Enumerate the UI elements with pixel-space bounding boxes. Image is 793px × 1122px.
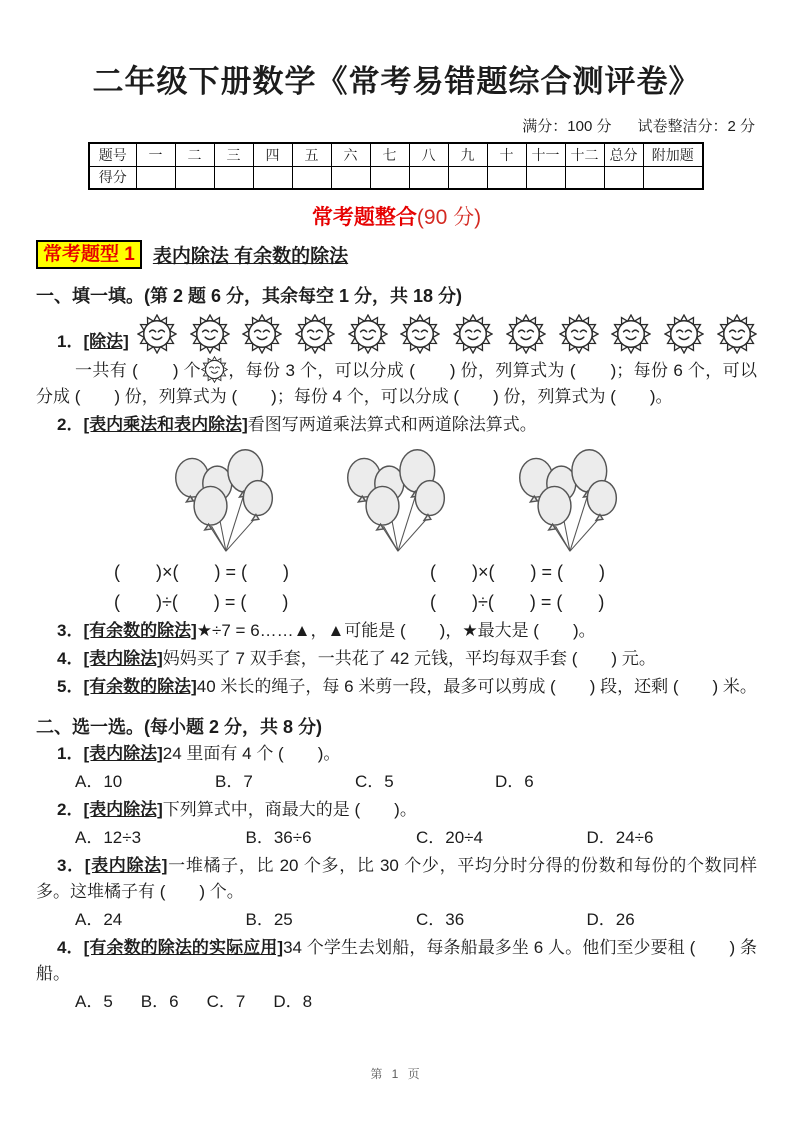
question-number: 1． bbox=[57, 332, 84, 351]
option-c: C．7 bbox=[206, 992, 246, 1011]
type-badge: 常考题型 1 bbox=[36, 240, 142, 269]
sun-icons-row bbox=[129, 314, 757, 354]
option-b: B．25 bbox=[245, 910, 293, 929]
sun-icon bbox=[506, 314, 546, 354]
option-d: D．6 bbox=[495, 772, 534, 791]
full-score-note: 满分：100 分 bbox=[522, 118, 612, 135]
table-header-cell: 九 bbox=[448, 143, 487, 166]
option-a: A．12÷3 bbox=[75, 828, 142, 847]
question-text: 34 个学生去划船，每条船最多坐 6 人。他们至少要租 ( ) 条船。 bbox=[36, 938, 757, 983]
option-c: C．5 bbox=[355, 772, 394, 791]
sun-icon bbox=[664, 314, 704, 354]
table-header-cell: 二 bbox=[175, 143, 214, 166]
options-row bbox=[36, 989, 757, 1015]
table-header-cell: 题号 bbox=[89, 143, 136, 166]
table-header-cell: 七 bbox=[370, 143, 409, 166]
equation-blank: ( )÷( ) = ( ) bbox=[114, 592, 289, 612]
question-tag: [表内除法] bbox=[83, 649, 163, 668]
sun-icon bbox=[348, 314, 388, 354]
option-d: D．24÷6 bbox=[586, 828, 654, 847]
question-1-label bbox=[36, 330, 129, 354]
score-cell bbox=[565, 166, 604, 189]
option-d: D．26 bbox=[586, 910, 635, 929]
question-tag: [有余数的除法] bbox=[83, 677, 197, 696]
question-number: 2． bbox=[57, 800, 84, 819]
neatness-note: 试卷整洁分：2 分 bbox=[637, 118, 755, 135]
score-notes bbox=[36, 115, 757, 136]
choice-question-1 bbox=[36, 741, 757, 767]
option-c: C．36 bbox=[416, 910, 465, 929]
option-a: A．5 bbox=[75, 992, 113, 1011]
score-row-label: 得分 bbox=[89, 166, 136, 189]
question-tag: [有余数的除法的实际应用] bbox=[83, 938, 284, 957]
score-cell bbox=[175, 166, 214, 189]
section1-title: 一、填一填。(第 2 题 6 分，其余每空 1 分，共 18 分) bbox=[36, 286, 463, 306]
table-header-cell: 附加题 bbox=[643, 143, 703, 166]
options-row bbox=[36, 769, 757, 795]
sun-icon bbox=[717, 314, 757, 354]
table-header-cell: 六 bbox=[331, 143, 370, 166]
table-header-cell: 五 bbox=[292, 143, 331, 166]
question-text: 下列算式中，商最大的是 ( )。 bbox=[162, 800, 417, 819]
score-cell bbox=[292, 166, 331, 189]
type-topic: 表内除法 有余数的除法 bbox=[152, 246, 349, 267]
equation-blank: ( )×( ) = ( ) bbox=[114, 562, 289, 582]
question-2 bbox=[36, 412, 757, 438]
question-text: 40 米长的绳子，每 6 米剪一段，最多可以剪成 ( ) 段，还剩 ( ) 米。 bbox=[196, 677, 757, 696]
question-number: 4． bbox=[57, 649, 84, 668]
option-a: A．24 bbox=[75, 910, 123, 929]
score-table-score-row bbox=[89, 166, 703, 189]
score-table-header-row bbox=[89, 143, 703, 166]
score-cell bbox=[409, 166, 448, 189]
main-heading bbox=[36, 201, 757, 231]
question-type-row bbox=[36, 240, 757, 269]
question-number: 2． bbox=[57, 415, 84, 434]
options-row bbox=[36, 825, 757, 851]
score-cell bbox=[370, 166, 409, 189]
table-header-cell: 总分 bbox=[604, 143, 643, 166]
option-b: B．6 bbox=[140, 992, 179, 1011]
score-cell bbox=[604, 166, 643, 189]
balloon-figure bbox=[36, 442, 757, 556]
score-cell bbox=[253, 166, 292, 189]
question-number: 5． bbox=[57, 677, 84, 696]
question-tag: [表内除法] bbox=[83, 800, 163, 819]
score-cell bbox=[643, 166, 703, 189]
page-number: 第 1 页 bbox=[370, 1067, 423, 1081]
table-header-cell: 四 bbox=[253, 143, 292, 166]
option-a: A．10 bbox=[75, 772, 123, 791]
question-tag: [表内乘法和表内除法] bbox=[83, 415, 248, 434]
question-1-row bbox=[36, 314, 757, 354]
table-header-cell: 十 bbox=[487, 143, 526, 166]
table-header-cell: 十二 bbox=[565, 143, 604, 166]
table-header-cell: 一 bbox=[136, 143, 175, 166]
balloon-bunch-illustration bbox=[494, 442, 644, 556]
main-heading-score: (90 分) bbox=[416, 206, 482, 229]
choice-question-4 bbox=[36, 935, 757, 987]
equation-blank: ( )÷( ) = ( ) bbox=[430, 592, 605, 612]
question-number: 3． bbox=[57, 856, 85, 875]
sun-icon bbox=[453, 314, 493, 354]
score-cell bbox=[448, 166, 487, 189]
balloon-bunch-illustration bbox=[150, 442, 300, 556]
score-cell bbox=[487, 166, 526, 189]
section2-title: 二、选一选。(每小题 2 分，共 8 分) bbox=[36, 717, 323, 737]
score-cell bbox=[331, 166, 370, 189]
question-5 bbox=[36, 674, 757, 700]
question-4 bbox=[36, 646, 757, 672]
equation-blank: ( )×( ) = ( ) bbox=[430, 562, 605, 582]
question-text: 看图写两道乘法算式和两道除法算式。 bbox=[247, 415, 537, 434]
score-cell bbox=[214, 166, 253, 189]
option-b: B．7 bbox=[215, 772, 253, 791]
choice-question-2 bbox=[36, 797, 757, 823]
question-tag: [表内除法] bbox=[84, 856, 168, 875]
sun-icon bbox=[242, 314, 282, 354]
question-number: 4． bbox=[57, 938, 84, 957]
question-number: 1． bbox=[57, 744, 84, 763]
option-d: D．8 bbox=[273, 992, 313, 1011]
table-header-cell: 八 bbox=[409, 143, 448, 166]
equation-row bbox=[36, 559, 757, 586]
option-b: B．36÷6 bbox=[245, 828, 312, 847]
score-cell bbox=[526, 166, 565, 189]
table-header-cell: 三 bbox=[214, 143, 253, 166]
question-text: 妈妈买了 7 双手套，一共花了 42 元钱，平均每双手套 ( ) 元。 bbox=[162, 649, 656, 668]
sun-icon bbox=[137, 314, 177, 354]
equation-row bbox=[36, 589, 757, 616]
question-text: 一共有 ( ) 个 bbox=[75, 361, 201, 380]
sun-icon bbox=[611, 314, 651, 354]
table-header-cell: 十一 bbox=[526, 143, 565, 166]
sun-icon bbox=[400, 314, 440, 354]
sun-icon bbox=[190, 314, 230, 354]
question-3 bbox=[36, 618, 757, 644]
main-heading-text: 常考题整合 bbox=[311, 206, 417, 229]
question-text: ，每份 3 个，可以分成 ( ) 份，列算式为 ( )；每份 6 个，可以分成 ( ) 份，列算式为 ( )；每份 4 个，可以分成 ( ) 份，列算式为 ( )。 bbox=[36, 361, 757, 406]
options-row bbox=[36, 907, 757, 933]
page-title: 二年级下册数学《常考易错题综合测评卷》 bbox=[92, 64, 701, 99]
balloon-bunch-illustration bbox=[322, 442, 472, 556]
question-1-text bbox=[36, 356, 757, 410]
question-text: ★÷7 = 6……▲，▲可能是 ( )，★最大是 ( )。 bbox=[196, 621, 596, 640]
question-tag: [除法] bbox=[83, 332, 129, 351]
question-tag: [有余数的除法] bbox=[83, 621, 197, 640]
option-c: C．20÷4 bbox=[416, 828, 483, 847]
question-text: 一堆橘子，比 20 个多，比 30 个少，平均分时分得的份数和每份的个数同样多。这堆橘子有 ( ) 个。 bbox=[36, 856, 757, 901]
score-cell bbox=[136, 166, 175, 189]
question-number: 3． bbox=[57, 621, 84, 640]
choice-question-3 bbox=[36, 853, 757, 905]
question-tag: [表内除法] bbox=[83, 744, 163, 763]
sun-icon bbox=[295, 314, 335, 354]
sun-icon bbox=[201, 356, 228, 383]
sun-icon bbox=[559, 314, 599, 354]
score-table bbox=[88, 142, 704, 190]
question-text: 24 里面有 4 个 ( )。 bbox=[162, 744, 341, 763]
